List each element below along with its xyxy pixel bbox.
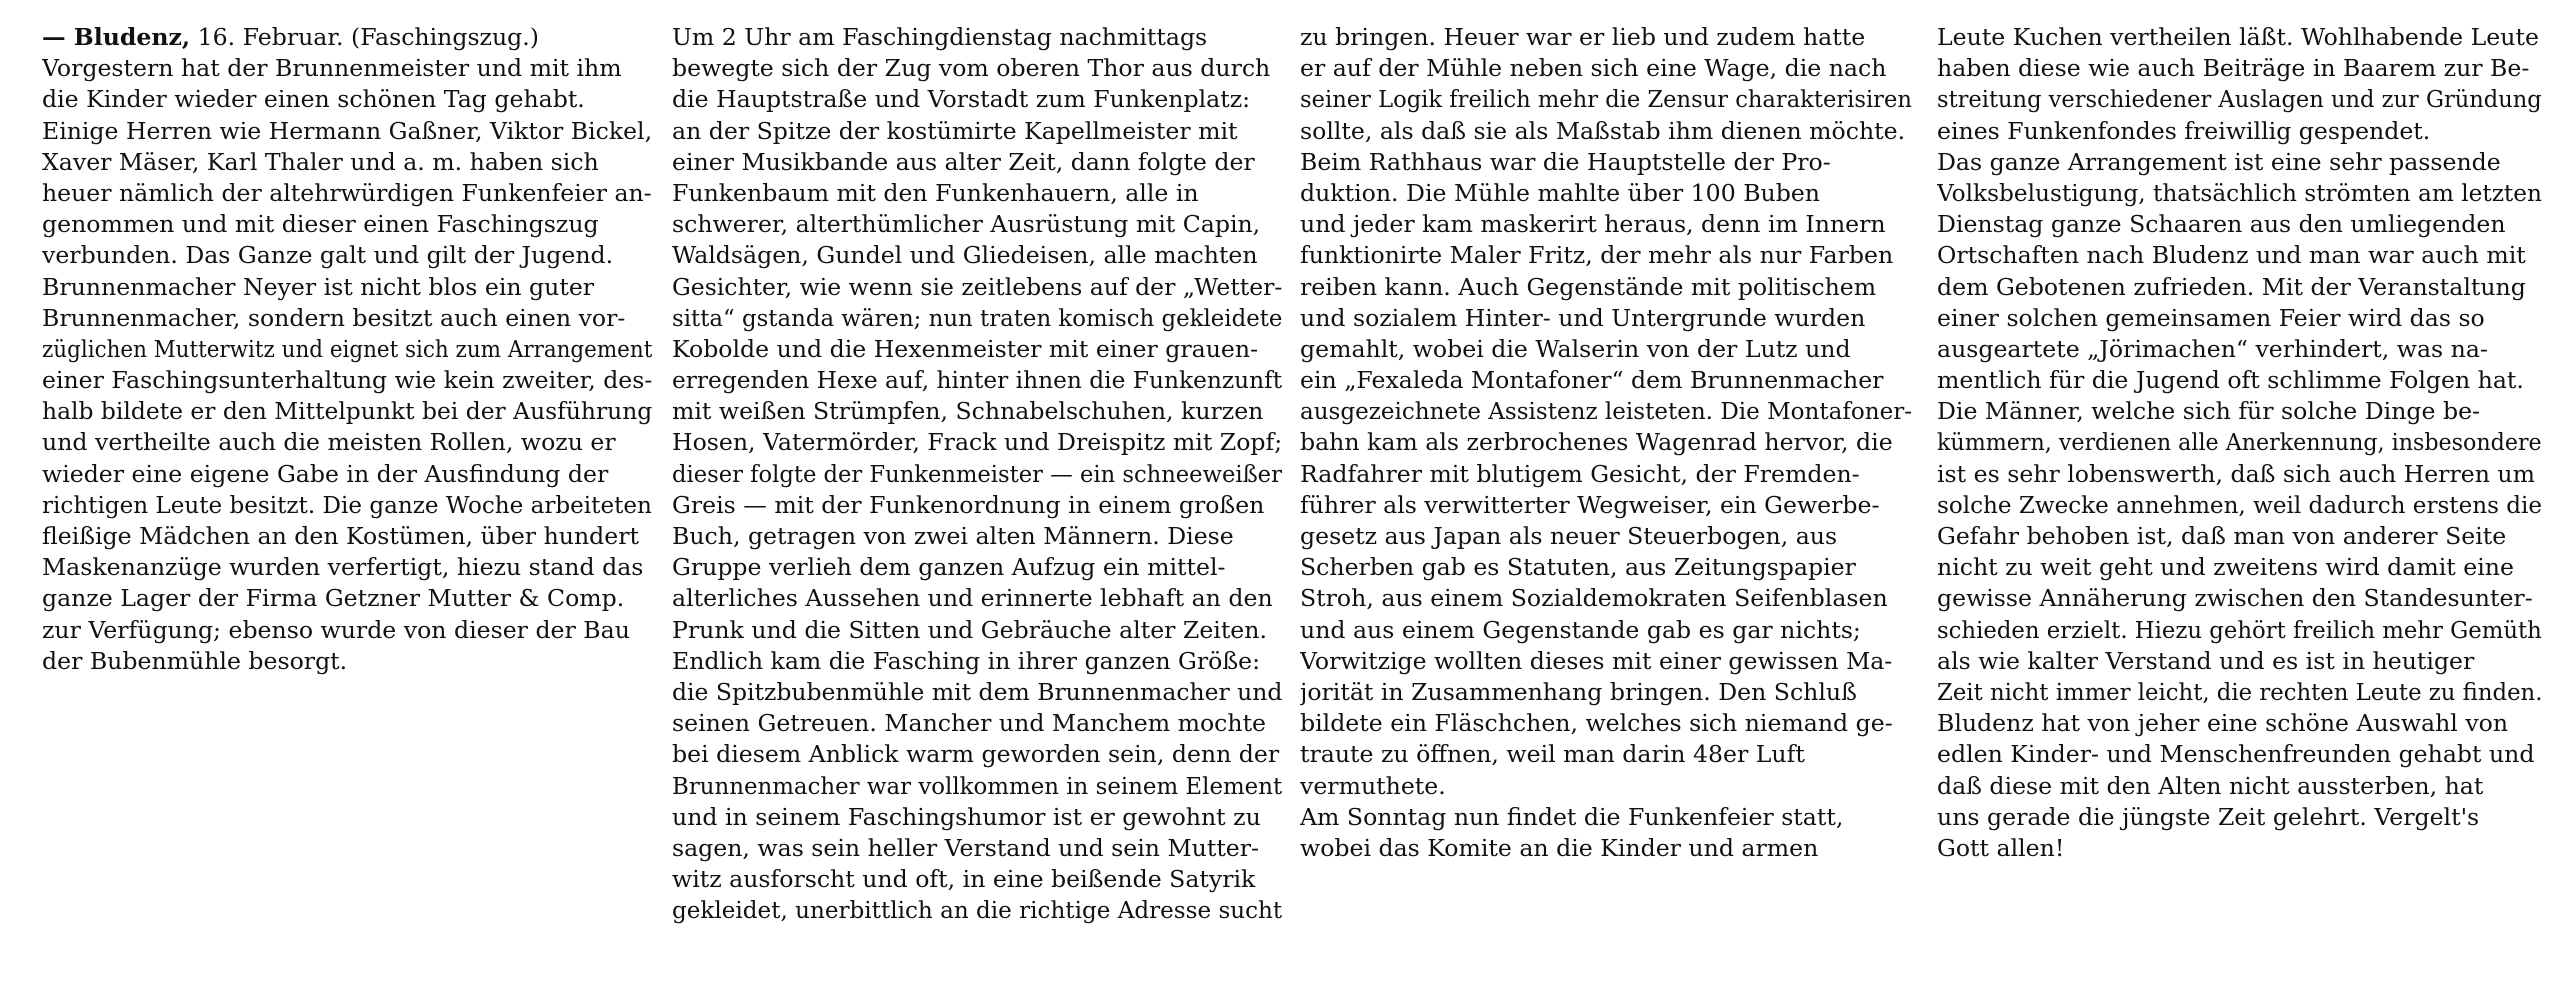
article-line: zur Verfügung; ebenso wurde von dieser der Bau [42, 615, 630, 644]
article-line: haben diese wie auch Beiträge in Baarem zur Be- [1937, 54, 2530, 83]
article-line: richtigen Leute besitzt. Die ganze Woche arbeiteten [42, 490, 652, 519]
article-line: funktionirte Maler Fritz, der mehr als nur Farben [1300, 241, 1894, 270]
article-line: Greis — mit der Funkenordnung in einem großen [672, 490, 1265, 519]
article-line: solche Zwecke annehmen, weil dadurch erstens die [1937, 490, 2543, 519]
article-line: Beim Rathhaus war die Hauptstelle der Pro- [1300, 147, 1831, 176]
article-line: ausgezeichnete Assistenz leisteten. Die Montafoner- [1300, 397, 1913, 426]
article-line: als wie kalter Verstand und es ist in heutiger [1937, 646, 2475, 675]
article-line: bildete ein Fläschchen, welches sich niemand ge- [1300, 709, 1893, 738]
article-line: Buch, getragen von zwei alten Männern. Diese [672, 522, 1234, 550]
article-line: und sozialem Hinter- und Untergrunde wurden [1300, 303, 1866, 332]
article-line: Gott allen! [1937, 833, 2065, 862]
article-line: Endlich kam die Fasching in ihrer ganzen Größe: [672, 646, 1261, 675]
article-line: ein „Fexaleda Montafoner“ dem Brunnenmacher [1300, 366, 1884, 395]
article-line: schwerer, alterthümlicher Ausrüstung mit Capin, [672, 210, 1261, 239]
article-dateline-place: — Bludenz, [42, 23, 191, 51]
article-line: ganze Lager der Firma Getzner Mutter & Comp. [42, 584, 625, 613]
article-line: führer als verwitterter Wegweiser, ein Gewerbe- [1300, 490, 1880, 519]
article-line: Waldsägen, Gundel und Gliedeisen, alle machten [672, 241, 1258, 270]
article-line: streitung verschiedener Auslagen und zur Gründung [1937, 85, 2542, 114]
article-line: Leute Kuchen vertheilen läßt. Wohlhabende Leute [1937, 23, 2539, 51]
article-line: jorität in Zusammenhang bringen. Den Schluß [1300, 677, 1857, 706]
article-line: ist es sehr lobenswerth, daß sich auch Herren um [1937, 459, 2535, 488]
article-line: und jeder kam maskerirt heraus, denn im Innern [1300, 210, 1886, 239]
article-line: Das ganze Arrangement ist eine sehr passende [1937, 147, 2501, 176]
article-line: einer solchen gemeinsamen Feier wird das so [1937, 303, 2485, 332]
article-line: die Kinder wieder einen schönen Tag gehabt. [42, 85, 585, 114]
article-line: nicht zu weit geht und zweitens wird damit eine [1937, 553, 2514, 582]
article-line: sitta“ gstanda wären; nun traten komisch gekleidete [672, 303, 1283, 332]
article-dateline-rest: 16. Februar. (Faschingszug.) [190, 23, 539, 51]
article-line: erregenden Hexe auf, hinter ihnen die Funkenzunft [672, 366, 1283, 395]
article-line: Xaver Mäser, Karl Thaler und a. m. haben sich [42, 147, 599, 176]
article-line: alterliches Aussehen und erinnerte lebhaft an den [672, 584, 1273, 613]
article-line: einer Faschingsunterhaltung wie kein zweiter, des- [42, 366, 653, 395]
article-line: Zeit nicht immer leicht, die rechten Leute zu finden. [1937, 677, 2542, 706]
article-line: zu bringen. Heuer war er lieb und zudem hatte [1300, 23, 1866, 51]
article-line: bahn kam als zerbrochenes Wagenrad hervor, die [1300, 428, 1893, 457]
article-line: Brunnenmacher Neyer ist nicht blos ein guter [42, 272, 595, 301]
article-line: dieser folgte der Funkenmeister — ein schneeweißer [672, 459, 1282, 488]
article-line: an der Spitze der kostümirte Kapellmeister mit [672, 116, 1238, 145]
article-line: und aus einem Gegenstande gab es gar nichts; [1300, 615, 1861, 644]
article-line: gewisse Annäherung zwischen den Standesunter- [1937, 584, 2533, 613]
article-line: Gefahr behoben ist, daß man von anderer Seite [1937, 522, 2507, 550]
article-line: Funkenbaum mit den Funkenhauern, alle in [672, 178, 1199, 207]
article-line: er auf der Mühle neben sich eine Wage, die nach [1300, 54, 1887, 83]
article-line: seiner Logik freilich mehr die Zensur charakterisiren [1300, 85, 1912, 114]
article-line: Stroh, aus einem Sozialdemokraten Seifenblasen [1300, 584, 1888, 613]
article-line: dem Gebotenen zufrieden. Mit der Veranstaltung [1937, 272, 2526, 301]
article-line: einer Musikbande aus alter Zeit, dann folgte der [672, 147, 1255, 176]
article-line: duktion. Die Mühle mahlte über 100 Buben [1300, 178, 1820, 207]
article-line: mentlich für die Jugend oft schlimme Folgen hat. [1937, 366, 2524, 395]
article-line: Vorwitzige wollten dieses mit einer gewissen Ma- [1300, 646, 1893, 675]
article-line: daß diese mit den Alten nicht aussterben, hat [1937, 771, 2484, 800]
article-line: schieden erzielt. Hiezu gehört freilich mehr Gemüth [1937, 615, 2542, 644]
article-line: edlen Kinder- und Menschenfreunden gehabt und [1937, 740, 2535, 769]
article-line: gemahlt, wobei die Walserin von der Lutz und [1300, 334, 1851, 363]
article-line: die Spitzbubenmühle mit dem Brunnenmacher und [672, 677, 1282, 706]
article-line: Gruppe verlieh dem ganzen Aufzug ein mittel- [672, 553, 1226, 582]
article-line: eines Funkenfondes freiwillig gespendet. [1937, 116, 2431, 145]
article-column-2 [672, 22, 1282, 926]
article-line: mit weißen Strümpfen, Schnabelschuhen, kurzen [672, 397, 1264, 426]
article-line: Ortschaften nach Bludenz und man war auch mit [1937, 241, 2526, 270]
article-line: heuer nämlich der altehrwürdigen Funkenfeier an- [42, 178, 652, 207]
article-line: Volksbelustigung, thatsächlich strömten am letzten [1937, 178, 2542, 207]
article-line: Hosen, Vatermörder, Frack und Dreispitz mit Zopf; [672, 428, 1282, 457]
article-line: Vorgestern hat der Brunnenmeister und mit ihm [42, 54, 622, 83]
article-line: traute zu öffnen, weil man darin 48er Luft [1300, 740, 1805, 769]
article-line: fleißige Mädchen an den Kostümen, über hundert [42, 522, 639, 550]
article-line: Brunnenmacher, sondern besitzt auch einen vor- [42, 303, 626, 332]
article-line: der Bubenmühle besorgt. [42, 646, 348, 675]
article-line: verbunden. Das Ganze galt und gilt der Jugend. [42, 241, 614, 270]
article-line: halb bildete er den Mittelpunkt bei der Ausführung [42, 397, 653, 426]
article-line: Um 2 Uhr am Faschingdienstag nachmittags [672, 23, 1208, 51]
article-line: bei diesem Anblick warm geworden sein, denn der [672, 740, 1280, 769]
article-line: sollte, als daß sie als Maßstab ihm dienen möchte. [1300, 116, 1906, 145]
article-line: Kobolde und die Hexenmeister mit einer grauen- [672, 334, 1259, 363]
article-line: Die Männer, welche sich für solche Dinge be- [1937, 397, 2481, 426]
article-line [42, 22, 652, 53]
article-line: witz ausforscht und oft, in eine beißende Satyrik [672, 865, 1256, 894]
article-line: reiben kann. Auch Gegenstände mit politischem [1300, 272, 1877, 301]
article-column-4 [1937, 22, 2542, 864]
article-line: Brunnenmacher war vollkommen in seinem Element [672, 771, 1283, 800]
article-column-1 [42, 22, 652, 677]
article-line: Am Sonntag nun findet die Funkenfeier statt, [1300, 802, 1844, 831]
article-line: genommen und mit dieser einen Faschingszug [42, 210, 599, 239]
article-line: Maskenanzüge wurden verfertigt, hiezu stand das [42, 553, 644, 582]
article-line: und vertheilte auch die meisten Rollen, wozu er [42, 428, 616, 457]
article-line: Prunk und die Sitten und Gebräuche alter Zeiten. [672, 615, 1267, 644]
article-line: uns gerade die jüngste Zeit gelehrt. Vergelt's [1937, 802, 2480, 831]
article-line: seinen Getreuen. Mancher und Manchem mochte [672, 709, 1267, 738]
article-line: gekleidet, unerbittlich an die richtige Adresse sucht [672, 896, 1283, 925]
article-line: Dienstag ganze Schaaren aus den umliegenden [1937, 210, 2506, 239]
article-column-3 [1300, 22, 1912, 864]
article-line: Bludenz hat von jeher eine schöne Auswahl von [1937, 709, 2509, 738]
article-line: gesetz aus Japan als neuer Steuerbogen, aus [1300, 522, 1838, 550]
article-line: Einige Herren wie Hermann Gaßner, Viktor Bickel, [42, 116, 653, 145]
article-line: wieder eine eigene Gabe in der Ausfindung der [42, 459, 609, 488]
article-line: Scherben gab es Statuten, aus Zeitungspapier [1300, 553, 1856, 582]
article-line: züglichen Mutterwitz und eignet sich zum Arrangement [42, 334, 653, 363]
article-line: kümmern, verdienen alle Anerkennung, insbesondere [1937, 428, 2542, 457]
article-line: sagen, was sein heller Verstand und sein Mutter- [672, 833, 1260, 862]
article-line: Radfahrer mit blutigem Gesicht, der Fremden- [1300, 459, 1860, 488]
article-line: und in seinem Faschingshumor ist er gewohnt zu [672, 802, 1261, 831]
article-line: vermuthete. [1300, 771, 1446, 800]
article-line: bewegte sich der Zug vom oberen Thor aus durch [672, 54, 1271, 83]
article-line: wobei das Komite an die Kinder und armen [1300, 833, 1819, 862]
article-line: ausgeartete „Jörimachen“ verhindert, was na- [1937, 334, 2488, 363]
article-line: die Hauptstraße und Vorstadt zum Funkenplatz: [672, 85, 1251, 114]
article-line: Gesichter, wie wenn sie zeitlebens auf der „Wetter- [672, 272, 1282, 301]
